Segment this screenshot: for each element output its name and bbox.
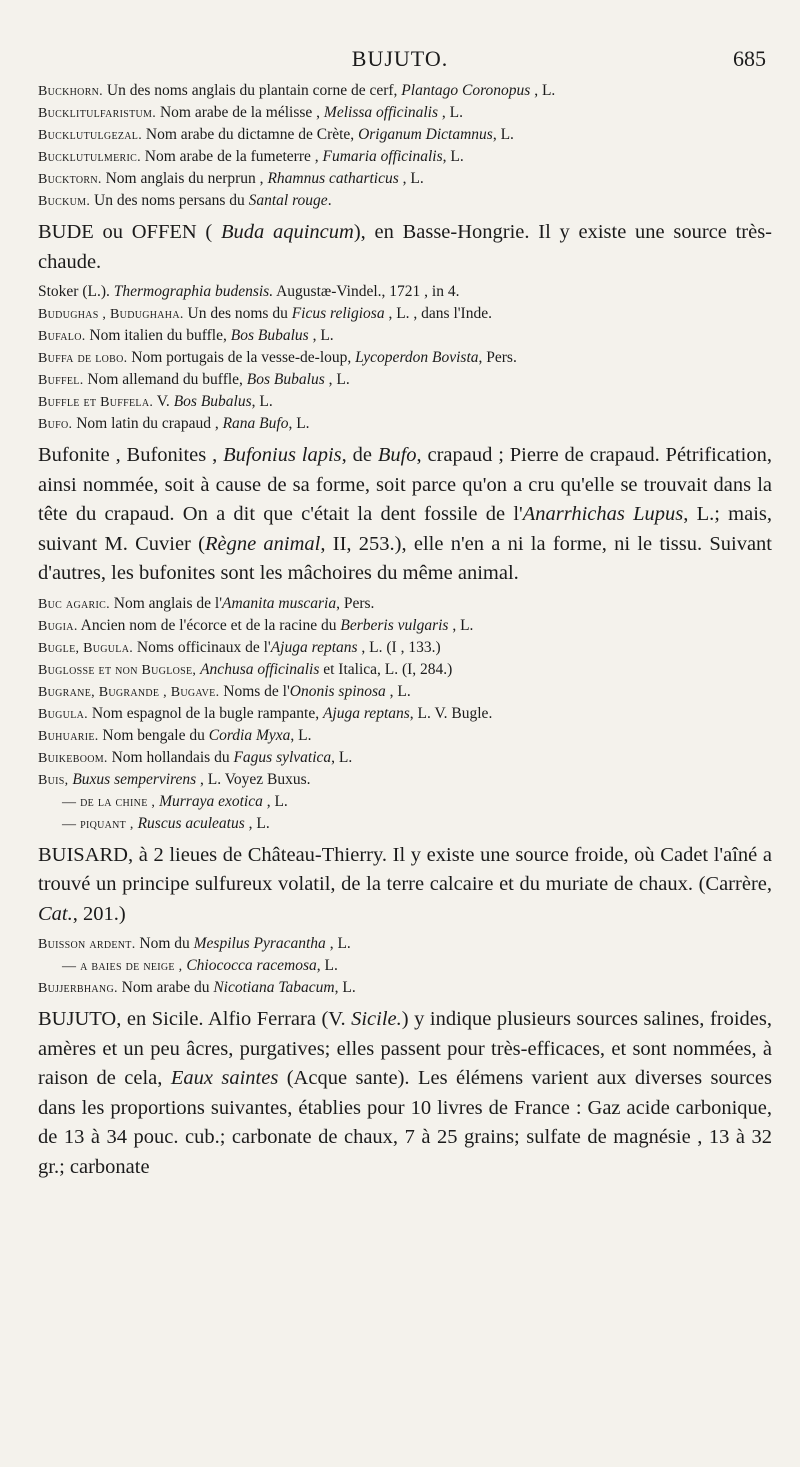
italic-term: Bufonius lapis (223, 444, 342, 466)
entry-tail: , L. (492, 126, 514, 143)
italic-term: Règne animal (204, 532, 321, 555)
entry-tail: , L. (324, 371, 350, 388)
entry-tail: . (327, 192, 332, 209)
entry-text: Ancien nom de l'écorce et de la racine du (77, 616, 341, 634)
entry-species-name: Fumaria officinalis (322, 148, 443, 165)
entry-text: Nom latin du crapaud , (72, 415, 223, 432)
entry-text: Un des noms anglais du plantain corne de cerf, (103, 82, 402, 99)
entry-text: Nom arabe du (117, 979, 214, 996)
entry-headword: Bugrane, Bugrande , Bugave. (38, 684, 220, 700)
entry-tail: , L. (325, 935, 351, 952)
page-number: 685 (733, 46, 766, 71)
entry-headword: Bucklutulgezal. (38, 128, 142, 143)
paragraph-text: , de (341, 444, 378, 466)
entry-species-name: Buxus sempervirens (72, 770, 197, 788)
entry-headword: — piquant , (62, 816, 134, 832)
entry-tail: , L. Voyez Buxus. (196, 770, 311, 788)
glossary-entry (38, 168, 772, 190)
article-paragraph (38, 1005, 772, 1182)
glossary-entry (38, 303, 772, 325)
paragraph-text: (Acque sante). Les élémens varient aux diverses sources dans les proportions suivantes, établies pour 10 livres de France : Gaz acide carbonique, de 13 à 34 pouc. cub.; carbonate de chaux, 7 à 25 grains; sulfate de magnésie , 13 à 32 gr.; carbonate (38, 1067, 772, 1178)
entry-tail: et Italica, L. (I, 284.) (319, 660, 453, 678)
entry-headword: — de la chine , (62, 794, 156, 810)
glossary-entry (38, 102, 772, 124)
article-paragraph (38, 841, 772, 930)
entry-tail: , L. (448, 616, 474, 634)
paragraph-text: BUJUTO, en Sicile. Alfio Ferrara (V. (38, 1008, 352, 1030)
entry-text: Nom hollandais du (107, 748, 234, 766)
entry-species-name: Lycoperdon Bovista (355, 349, 479, 366)
entry-tail: Augustæ-Vindel., 1721 , in 4. (273, 283, 460, 300)
entry-species-name: Nicotiana Tabacum (213, 979, 335, 996)
entry-headword: Bucklitulfaristum. (38, 106, 157, 121)
paragraph-text: ) y indique plusieurs sources salines, froides, amères et un peu âcres, purgatives; elles passent pour très-efficaces, et sont nommées, à raison de cela, (38, 1008, 772, 1089)
entry-tail: , L. (442, 148, 464, 165)
entry-text: Nom arabe du dictamne de Crète, (142, 126, 359, 143)
entry-tail: , Pers. (336, 594, 375, 612)
entry-text: Nom du (135, 935, 194, 952)
glossary-entry (38, 681, 772, 703)
entry-text: Un des noms du (183, 305, 292, 322)
entry-headword: Bugula. (38, 706, 88, 722)
glossary-entry (38, 703, 772, 725)
entry-tail: , L. (385, 682, 411, 700)
entry-headword: Buckum. (38, 194, 91, 209)
paragraph-text: Bufonite , Bufonites , (38, 444, 224, 466)
entry-text: V. (153, 393, 174, 410)
paragraph-text: , 201.) (72, 902, 126, 925)
entry-species-name: Rana Bufo (222, 415, 289, 432)
italic-term: Sicile. (351, 1008, 402, 1030)
entry-tail: , L. (316, 957, 338, 974)
page-body (38, 80, 772, 1182)
entry-text: Stoker (L.). (38, 283, 114, 300)
entry-species-name: Mespilus Pyracantha (193, 935, 326, 952)
entry-text: Nom portugais de la vesse-de-loup, (127, 349, 356, 366)
paragraph-text: , crapaud ; Pierre de crapaud. Pétrification, ainsi nommée, soit à cause de sa forme, soit parce qu'on a cru qu'elle se trouvait dans la tête du crapaud. On a dit que c'était la dent fossile de l' (38, 444, 773, 525)
glossary-entry (38, 725, 772, 747)
article-paragraph (38, 218, 772, 277)
paragraph-text: , II, 253.), elle n'en a ni la forme, ni le tissu. Suivant d'autres, les bufonites sont les mâchoires du même animal. (38, 532, 772, 584)
entry-species-name: Ficus religiosa (291, 305, 385, 322)
entry-headword: Buffa de lobo. (38, 351, 128, 366)
entry-headword: Buffle et Buffela. (38, 395, 154, 410)
entry-species-name: Amanita muscaria (222, 594, 337, 612)
entry-species-name: Cordia Myxa (208, 726, 291, 744)
entry-species-name: Bos Bubalus (173, 393, 252, 410)
entry-tail: , L. (244, 814, 270, 832)
glossary-entry (38, 933, 772, 955)
entry-species-name: Santal rouge (248, 192, 328, 209)
entry-text: Nom espagnol de la bugle rampante, (87, 704, 323, 722)
entry-headword: Buc agaric. (38, 596, 110, 612)
entry-tail: , L. V. Bugle. (409, 704, 493, 722)
entry-headword: Bugia. (38, 618, 78, 634)
entry-species-name: Chiococca racemosa (186, 957, 317, 974)
glossary-entry (38, 391, 772, 413)
entry-text: Nom anglais de l' (109, 594, 223, 612)
paragraph-text: BUDE ou OFFEN ( (38, 221, 221, 243)
glossary-entry (38, 659, 772, 681)
glossary-entry (38, 955, 772, 977)
entry-tail: , L. (438, 104, 463, 121)
entry-species-name: Thermographia budensis. (113, 283, 274, 300)
entry-text: Nom italien du buffle, (85, 327, 231, 344)
entry-headword: Buikeboom. (38, 750, 108, 766)
glossary-entry (38, 637, 772, 659)
entry-species-name: Melissa officinalis (323, 104, 439, 121)
glossary-entry (38, 369, 772, 391)
paragraph-text: BUISARD, à 2 lieues de Château-Thierry. Il y existe une source froide, où Cadet l'aîné a trouvé un principe sulfureux volatil, de la terre calcaire et du muriate de chaux. (Carrère, (38, 843, 772, 895)
entry-species-name: Murraya exotica (159, 792, 263, 810)
entry-tail: , L. (290, 726, 312, 744)
entry-species-name: Ajuga reptans (322, 704, 410, 722)
running-title: BUJUTO. (351, 46, 449, 71)
entry-tail: , L. (I , 133.) (357, 638, 441, 656)
entry-headword: Buis, (38, 772, 69, 788)
glossary-entry (38, 146, 772, 168)
entry-headword: Buisson ardent. (38, 937, 136, 952)
entry-headword: Buglosse et non Buglose, (38, 662, 197, 678)
entry-tail: , L. , dans l'Inde. (384, 305, 492, 322)
glossary-entry (38, 124, 772, 146)
entry-tail: , L. (308, 327, 334, 344)
entry-tail: , L. (288, 415, 310, 432)
glossary-entry (38, 615, 772, 637)
glossary-entry (38, 413, 772, 435)
glossary-entry (38, 977, 772, 999)
italic-term: Buda aquincum (220, 221, 354, 243)
entry-text: Un des noms persans du (90, 192, 249, 209)
entry-species-name: Bos Bubalus (246, 371, 325, 388)
entry-tail: , L. (331, 748, 353, 766)
article-paragraph (38, 441, 772, 589)
entry-text: Nom anglais du nerprun , (101, 170, 268, 187)
entry-text: Noms officinaux de l' (133, 638, 271, 656)
entry-species-name: Anchusa officinalis (200, 660, 320, 678)
entry-species-name: Ononis spinosa (289, 682, 386, 700)
entry-tail: , L. (262, 792, 288, 810)
entry-headword: Budughas , Budughaha. (38, 307, 184, 322)
entry-text: Noms de l' (219, 682, 290, 700)
entry-headword: Bufalo. (38, 329, 86, 344)
entry-headword: Bujjerbhang. (38, 981, 118, 996)
entry-tail: , L. (398, 170, 424, 187)
entry-species-name: Fagus sylvatica (233, 748, 332, 766)
entry-tail: , Pers. (478, 349, 517, 366)
glossary-entry (38, 813, 772, 835)
entry-text: Nom arabe de la mélisse , (156, 104, 324, 121)
entry-headword: Buffel. (38, 373, 84, 388)
entry-tail: , L. (334, 979, 356, 996)
entry-species-name: Rhamnus catharticus (267, 170, 399, 187)
page-header (0, 46, 800, 76)
glossary-entry (38, 791, 772, 813)
glossary-entry (38, 190, 772, 212)
entry-text: Nom bengale du (98, 726, 209, 744)
paragraph-text: , L.; mais, suivant M. Cuvier ( (38, 503, 772, 555)
entry-species-name: Ajuga reptans (270, 638, 358, 656)
entry-headword: Bucklutulmeric. (38, 150, 141, 165)
entry-headword: Buckhorn. (38, 84, 103, 99)
entry-species-name: Ruscus aculeatus (137, 814, 245, 832)
entry-tail: , L. (530, 82, 556, 99)
italic-term: Cat. (38, 902, 73, 925)
italic-term: Bufo (377, 444, 417, 466)
entry-species-name: Origanum Dictamnus (358, 126, 493, 143)
entry-text: Nom arabe de la fumeterre , (140, 148, 323, 165)
glossary-entry (38, 325, 772, 347)
glossary-entry (38, 747, 772, 769)
italic-term: Eaux saintes (170, 1067, 279, 1089)
entry-species-name: Bos Bubalus (230, 327, 309, 344)
entry-headword: Buhuarie. (38, 728, 99, 744)
entry-species-name: Berberis vulgaris (340, 616, 449, 634)
italic-term: Anarrhichas Lupus (522, 503, 684, 525)
glossary-entry (38, 769, 772, 791)
glossary-entry (38, 347, 772, 369)
paragraph-text: ), en Basse-Hongrie. Il y existe une source très-chaude. (38, 221, 772, 273)
entry-tail: , L. (251, 393, 273, 410)
entry-species-name: Plantago Coronopus (401, 82, 531, 99)
entry-headword: — a baies de neige , (62, 959, 183, 974)
glossary-entry (38, 593, 772, 615)
entry-headword: Bufo. (38, 417, 73, 432)
entry-headword: Bucktorn. (38, 172, 102, 187)
entry-headword: Bugle, Bugula. (38, 640, 134, 656)
entry-text: Nom allemand du buffle, (83, 371, 247, 388)
glossary-entry (38, 80, 772, 102)
glossary-entry (38, 281, 772, 303)
